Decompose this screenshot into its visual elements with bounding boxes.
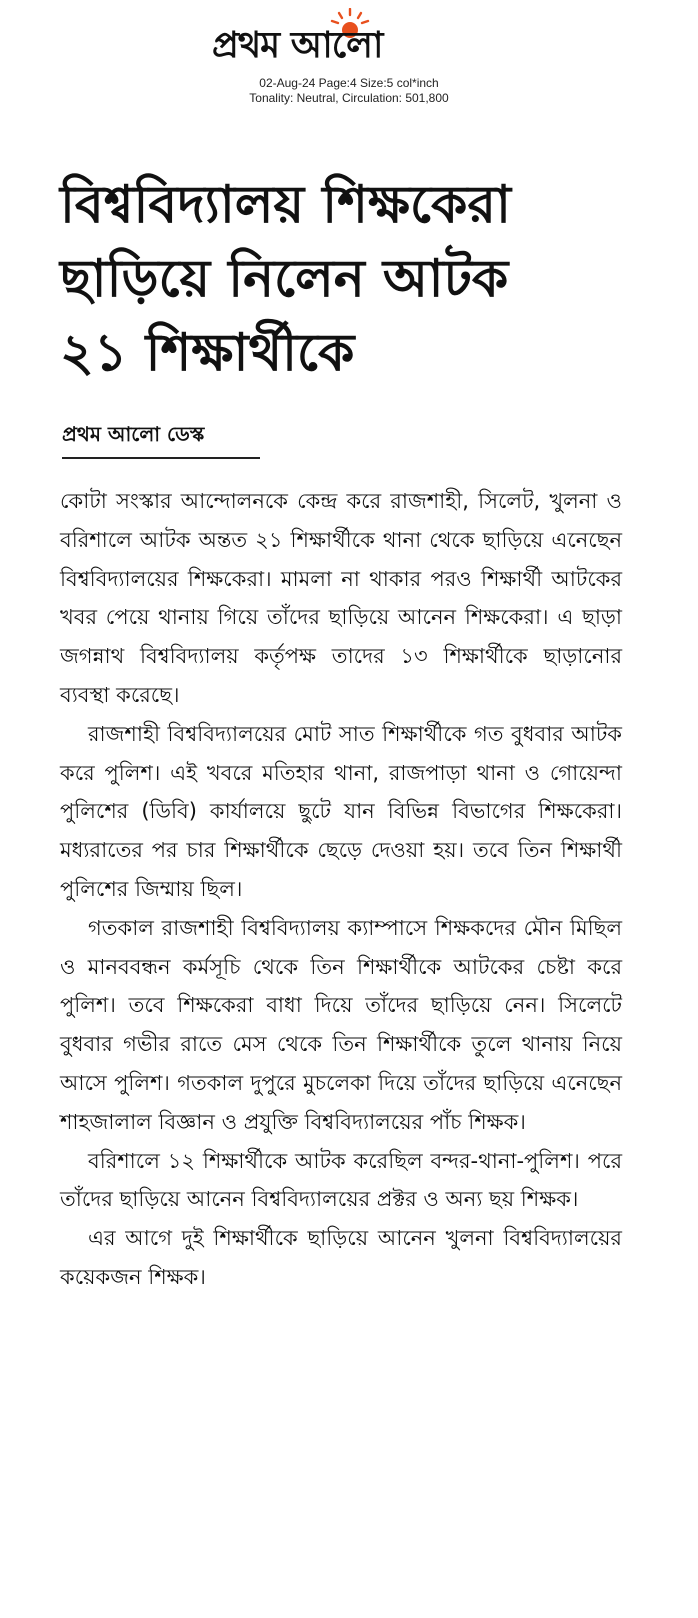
article-body — [60, 482, 622, 1297]
paragraph-4: বরিশালে ১২ শিক্ষার্থীকে আটক করেছিল বন্দর-থানা-পুলিশ। পরে তাঁদের ছাড়িয়ে আনেন বিশ্ববিদ্যালয়ের প্রক্টর ও অন্য ছয় শিক্ষক। — [60, 1148, 622, 1212]
logo-text: প্রথম আলো — [212, 25, 383, 66]
tonality-info: Tonality: Neutral, Circulation: 501,800 — [249, 91, 449, 105]
newspaper-logo — [212, 8, 472, 68]
paragraph-3: গতকাল রাজশাহী বিশ্ববিদ্যালয় ক্যাম্পাসে শিক্ষকদের মৌন মিছিল ও মানববন্ধন কর্মসূচি থেকে তিন শিক্ষার্থীকে আটকের চেষ্টা করে পুলিশ। তবে শিক্ষকেরা বাধা দিয়ে তাঁদের ছাড়িয়ে নেন। সিলেটে বুধবার গভীর রাতে মেস থেকে তিন শিক্ষার্থীকে তুলে থানায় নিয়ে আসে পুলিশ। গতকাল দুপুরে মুচলেকা দিয়ে তাঁদের ছাড়িয়ে এনেছেন শাহজালাল বিজ্ঞান ও প্রযুক্তি বিশ্ববিদ্যালয়ের পাঁচ শিক্ষক। — [60, 915, 622, 1134]
paragraph-5: এর আগে দুই শিক্ষার্থীকে ছাড়িয়ে আনেন খুলনা বিশ্ববিদ্যালয়ের কয়েকজন শিক্ষক। — [60, 1226, 622, 1289]
publication-info: 02-Aug-24 Page:4 Size:5 col*inch — [259, 76, 439, 90]
paragraph-2: রাজশাহী বিশ্ববিদ্যালয়ের মোট সাত শিক্ষার্থীকে গত বুধবার আটক করে পুলিশ। এই খবরে মতিহার থানা, রাজপাড়া থানা ও গোয়েন্দা পুলিশের (ডিবি) কার্যালয়ে ছুটে যান বিভিন্ন বিভাগের শিক্ষকেরা। মধ্যরাতের পর চার শিক্ষার্থীকে ছেড়ে দেওয়া হয়। তবে তিন শিক্ষার্থী পুলিশের জিম্মায় ছিল। — [60, 721, 622, 901]
headline-line-1: বিশ্ববিদ্যালয় শিক্ষকেরা — [60, 175, 512, 235]
headline-line-2: ছাড়িয়ে নিলেন আটক — [60, 249, 509, 309]
article-headline — [60, 168, 660, 390]
masthead — [0, 0, 698, 120]
byline: প্রথম আলো ডেস্ক — [62, 422, 205, 446]
paragraph-1: কোটা সংস্কার আন্দোলনকে কেন্দ্র করে রাজশাহী, সিলেট, খুলনা ও বরিশালে আটক অন্তত ২১ শিক্ষার্থীকে থানা থেকে ছাড়িয়ে এনেছেন বিশ্ববিদ্যালয়ের শিক্ষকেরা। মামলা না থাকার পরও শিক্ষার্থী আটকের খবর পেয়ে থানায় গিয়ে তাঁদের ছাড়িয়ে আনেন শিক্ষকেরা। এ ছাড়া জগন্নাথ বিশ্ববিদ্যালয় কর্তৃপক্ষ তাদের ১৩ শিক্ষার্থীকে ছাড়ানোর ব্যবস্থা করেছে। — [60, 489, 622, 707]
headline-line-3: ২১ শিক্ষার্থীকে — [60, 323, 355, 383]
byline-divider — [62, 457, 260, 459]
